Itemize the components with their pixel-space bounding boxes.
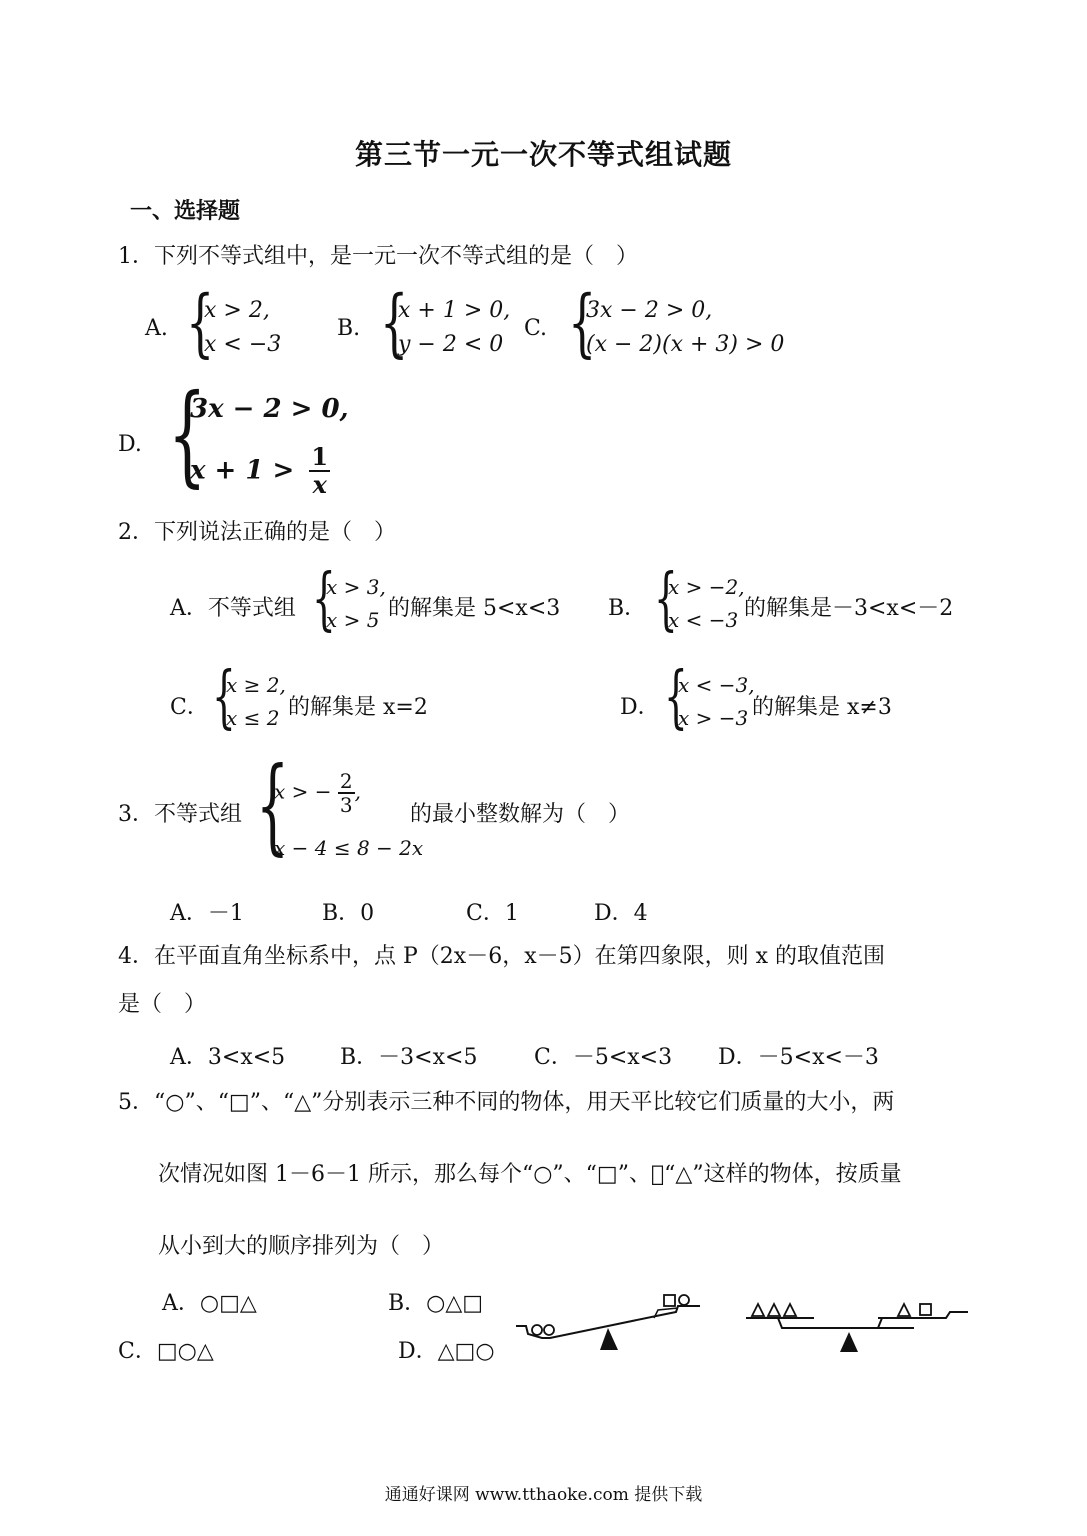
- q1-a-line1: x > 2,: [204, 298, 270, 323]
- brace-icon: {: [568, 280, 597, 366]
- q2-option-b-label: B．: [608, 596, 647, 621]
- q5-option-a: A．○□△: [162, 1291, 257, 1316]
- q1-option-c-label: C.: [524, 316, 548, 341]
- q5-option-d: D．△□○: [398, 1339, 495, 1364]
- q5-option-b: B．○△□: [388, 1291, 484, 1316]
- section-heading: 一、选择题: [130, 198, 241, 224]
- q4-option-c: C．－5<x<3: [534, 1045, 673, 1070]
- square-icon: [664, 1295, 675, 1306]
- question-3-stem: 3．不等式组: [118, 802, 242, 827]
- triangle-icon: [898, 1304, 910, 1316]
- q1-option-d-label: D.: [118, 432, 142, 457]
- q2-option-b-system: [654, 560, 745, 639]
- question-5-stem-line1: 5．“○”、“□”、“△”分别表示三种不同的物体，用天平比较它们质量的大小，两: [118, 1090, 895, 1115]
- q3-line1: [274, 770, 361, 816]
- q1-option-a-label: A.: [145, 316, 168, 341]
- page-title: 第三节一元一次不等式组试题: [354, 138, 732, 171]
- fraction: [309, 444, 330, 499]
- brace-icon: {: [380, 280, 409, 366]
- q3-option-d: D．4: [594, 901, 648, 926]
- q4-option-a: A．3<x<5: [170, 1045, 286, 1070]
- q2-option-d-tail: 的解集是 x≠3: [752, 695, 892, 720]
- triangle-icon: [752, 1304, 764, 1316]
- q2-option-a-tail: 的解集是 5<x<3: [388, 596, 561, 621]
- q2-a-line2: x > 5: [326, 608, 380, 632]
- q1-a-line2: x < −3: [204, 332, 282, 357]
- q2-b-line1: x > −2,: [668, 575, 745, 599]
- q3-option-a: A．－1: [170, 901, 244, 926]
- q2-option-c-label: C．: [170, 695, 209, 720]
- q1-b-line2: y − 2 < 0: [398, 332, 504, 357]
- q2-option-c-system: [212, 658, 292, 737]
- question-4-stem-line1: 4．在平面直角坐标系中，点 P（2x－6，x－5）在第四象限，则 x 的取值范围: [118, 944, 885, 969]
- q2-option-d-system: [664, 658, 755, 737]
- q1-d-line1: 3x − 2 > 0,: [190, 394, 349, 424]
- q2-b-line2: x < −3: [668, 608, 739, 632]
- tilted-balance-figure: [514, 1288, 724, 1358]
- level-balance-figure: [744, 1296, 974, 1358]
- question-5-stem-line3: 从小到大的顺序排列为（ ）: [158, 1234, 445, 1259]
- brace-icon: {: [312, 560, 336, 639]
- q4-option-b: B．－3<x<5: [340, 1045, 478, 1070]
- q2-c-line1: x ≥ 2,: [226, 673, 286, 697]
- circle-icon: [679, 1295, 689, 1305]
- q1-option-b-system: [380, 280, 511, 366]
- q3-option-b: B．0: [322, 901, 375, 926]
- q5-option-c: C．□○△: [118, 1339, 214, 1364]
- q2-option-c-tail: 的解集是 x=2: [288, 695, 428, 720]
- q4-option-d: D．－5<x<－3: [718, 1045, 879, 1070]
- q2-a-line1: x > 3,: [326, 575, 386, 599]
- brace-icon: {: [664, 658, 688, 737]
- q2-d-line1: x < −3,: [678, 673, 755, 697]
- brace-icon: {: [186, 280, 215, 366]
- circle-icon: [532, 1325, 542, 1335]
- q3-tail: 的最小整数解为（ ）: [410, 802, 631, 827]
- q1-c-line1: 3x − 2 > 0,: [586, 298, 713, 323]
- q2-c-line2: x ≤ 2: [226, 706, 280, 730]
- brace-icon: {: [168, 370, 207, 498]
- q1-option-d-system: [168, 370, 388, 500]
- brace-icon: {: [212, 658, 236, 737]
- fraction-numerator: 1: [311, 442, 329, 471]
- brace-icon: {: [256, 744, 290, 866]
- q2-d-line2: x > −3: [678, 706, 749, 730]
- q3-line1-left: x > −: [274, 779, 332, 804]
- fraction-denominator: 3: [339, 793, 353, 817]
- question-2-stem: 2．下列说法正确的是（ ）: [118, 520, 396, 545]
- fraction: [338, 770, 355, 816]
- question-4-stem-line2: 是（ ）: [118, 992, 207, 1017]
- circle-icon: [544, 1325, 554, 1335]
- q1-option-a-system: [186, 280, 316, 366]
- q1-option-c-system: [568, 280, 785, 366]
- q1-b-line1: x + 1 > 0,: [398, 298, 511, 323]
- brace-icon: {: [654, 560, 678, 639]
- q1-d-line2-left: x + 1 >: [190, 455, 295, 486]
- square-icon: [920, 1304, 931, 1315]
- q3-option-c: C．1: [466, 901, 519, 926]
- q3-line1-comma: ,: [354, 779, 361, 804]
- question-5-stem-line2: 次情况如图 1－6－1 所示，那么每个“○”、“□”、􀀀“△”这样的物体，按质量: [158, 1162, 902, 1187]
- question-1-stem: 1．下列不等式组中，是一元一次不等式组的是（ ）: [118, 244, 638, 269]
- q3-system: [256, 744, 424, 866]
- fulcrum-icon: [840, 1332, 858, 1352]
- fraction-numerator: 2: [339, 769, 353, 793]
- q1-c-line2: (x − 2)(x + 3) > 0: [586, 332, 785, 357]
- q2-option-a-system: [312, 560, 392, 639]
- q1-option-b-label: B.: [337, 316, 361, 341]
- q2-option-d-label: D．: [620, 695, 660, 720]
- q1-d-line2: [190, 444, 330, 499]
- page-footer: 通通好课网 www.tthaoke.com 提供下载: [384, 1485, 703, 1505]
- q3-line2: x − 4 ≤ 8 − 2x: [274, 836, 424, 860]
- triangle-icon: [768, 1304, 780, 1316]
- q2-option-b-tail: 的解集是－3<x<－2: [744, 596, 954, 621]
- fulcrum-icon: [600, 1328, 618, 1350]
- triangle-icon: [784, 1304, 796, 1316]
- fraction-denominator: x: [312, 470, 327, 500]
- q2-option-a-label: A．不等式组: [170, 596, 296, 621]
